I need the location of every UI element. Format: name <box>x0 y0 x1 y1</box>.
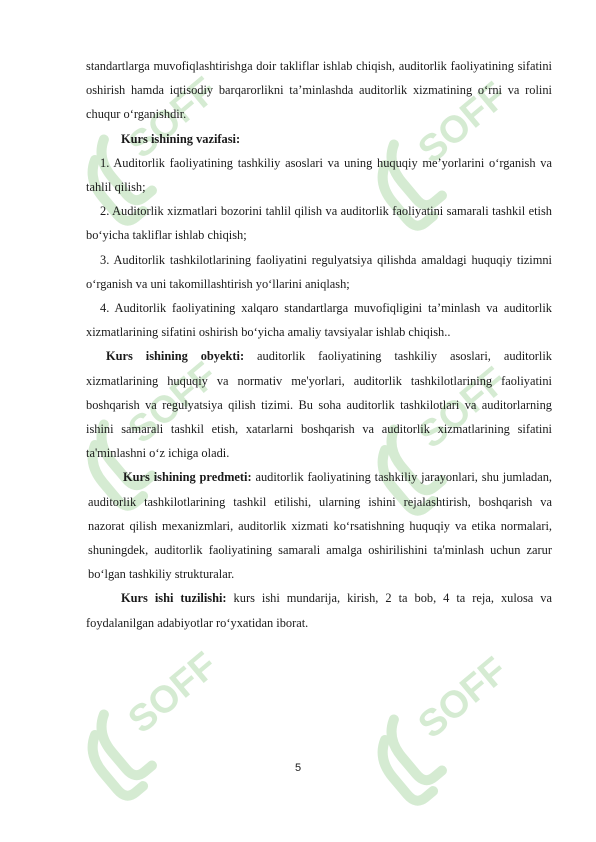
object-paragraph <box>86 344 552 465</box>
object-text: auditorlik faoliyatining tashkiliy asoslari, auditorlik xizmatlarining huquqiy va normativ me'yorlari, auditorlik tashkilotlarining faoliyatini boshqarish va regulyatsiya qilish tizimi. Bu soha auditorlik tashkilotlari va auditorlarning ishini samarali tashkil etish, xatarlarni boshqarish va auditorlik xizmatlarining sifatini ta'minlashni oʻz ichiga oladi. <box>86 349 552 461</box>
task-item: 1. Auditorlik faoliyatining tashkiliy asoslari va uning huquqiy meʼyorlarini oʻrganish va tahlil qilish; <box>86 155 552 195</box>
structure-label: Kurs ishi tuzilishi: <box>121 591 227 606</box>
watermark-layer: SOFF <box>0 0 596 842</box>
watermark-logo <box>365 644 535 805</box>
object-label: Kurs ishining obyekti: <box>106 349 245 364</box>
document-body <box>86 54 552 635</box>
page-number: 5 <box>294 762 302 774</box>
task-item: 4. Auditorlik faoliyatining xalqaro standartlarga muvofiqligini taʼminlash va auditorlik xizmatlarining sifatini oshirish boʻyicha amaliy tavsiyalar ishlab chiqish.. <box>86 301 552 340</box>
task-item: 3. Auditorlik tashkilotlarining faoliyatini regulyatsiya qilishda amaldagi huquqiy tizimni oʻrganish va uni takomillashtirish yoʻllarini aniqlash; <box>86 252 552 291</box>
intro-paragraph: standartlarga muvofiqlashtirishga doir takliflar ishlab chiqish, auditorlik faoliyatining sifatini oshirish hamda iqtisodiy barqarorlikni taʼminlashda auditorlik xizmatining oʻrni va rolini chuqur oʻrganishdir. <box>86 59 552 122</box>
subject-label: Kurs ishining predmeti: <box>123 470 252 485</box>
watermark-logo <box>75 639 245 800</box>
tasks-heading: Kurs ishining vazifasi: <box>121 131 241 146</box>
subject-text: auditorlik faoliyatining tashkiliy jarayonlari, shu jumladan, auditorlik tashkilotlarining tashkil etilishi, ularning ishini rejalashtirish, boshqarish va nazorat qilish mexanizmlari, auditorlik xizmati koʻrsatishning huquqiy va etika normalari, shuningdek, auditorlik faoliyatining samarali amalga oshirilishini ta'minlash uchun zarur boʻlgan tashkiliy strukturalar. <box>88 470 553 582</box>
task-item: 2. Auditorlik xizmatlari bozorini tahlil qilish va auditorlik faoliyatini samarali tashkil etish boʻyicha takliflar ishlab chiqish; <box>86 204 552 243</box>
structure-paragraph <box>86 586 552 634</box>
subject-paragraph <box>86 465 552 586</box>
structure-text: kurs ishi mundarija, kirish, 2 ta bob, 4 ta reja, xulosa va foydalanilgan adabiyotlar roʻyxatidan iborat. <box>86 591 552 630</box>
